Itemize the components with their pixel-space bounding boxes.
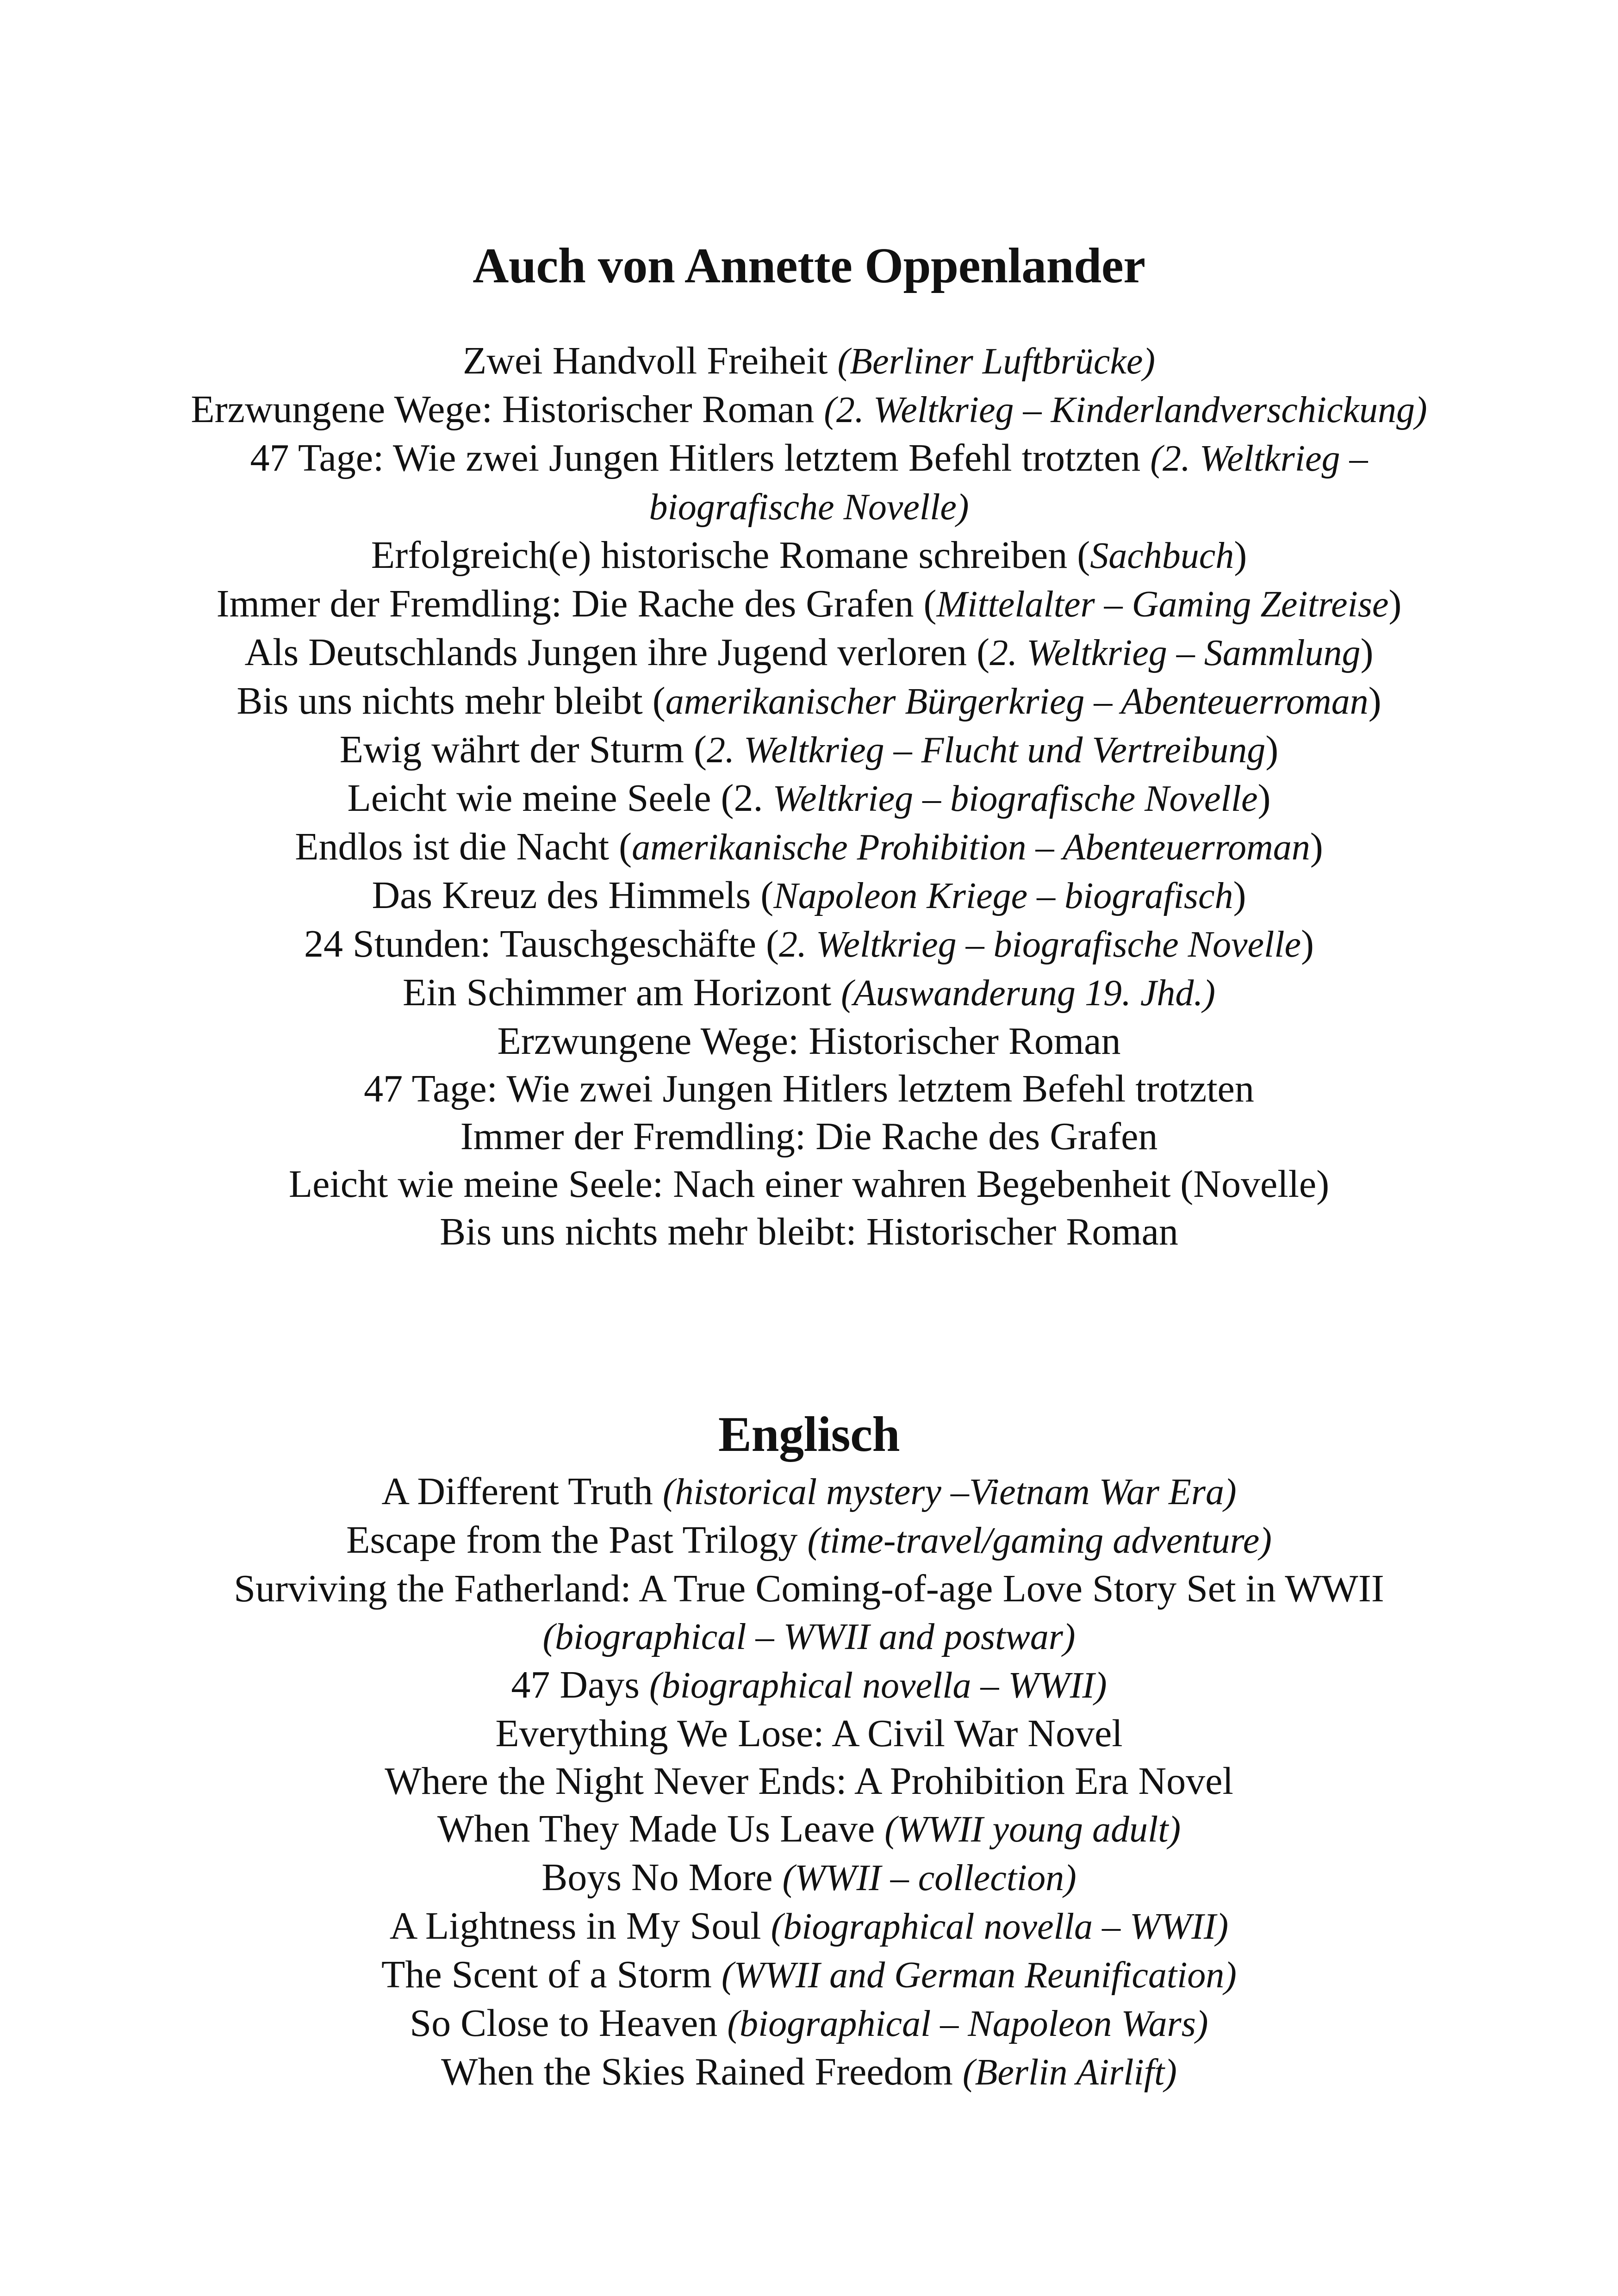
german-book-list xyxy=(176,337,1442,1256)
list-item: Erzwungene Wege: Historischer Roman xyxy=(497,1019,1121,1063)
list-item: Als Deutschlands Jungen ihre Jugend verloren (2. Weltkrieg – Sammlung) xyxy=(244,630,1374,674)
genre-label: (WWII and German Reunification) xyxy=(721,1954,1237,1996)
list-item: 24 Stunden: Tauschgeschäfte (2. Weltkrieg – biografische Novelle) xyxy=(304,922,1314,965)
list-item: Ewig währt der Sturm (2. Weltkrieg – Flucht und Vertreibung) xyxy=(339,728,1279,771)
genre-label: (WWII young adult) xyxy=(884,1809,1181,1850)
genre-label: Weltkrieg – biografische Novelle xyxy=(772,778,1258,819)
list-item: Immer der Fremdling: Die Rache des Grafen xyxy=(460,1114,1158,1158)
list-item: 47 Tage: Wie zwei Jungen Hitlers letztem Befehl trotzten (2. Weltkrieg – biografische Novelle) xyxy=(250,436,1368,528)
list-item: So Close to Heaven (biographical – Napoleon Wars) xyxy=(410,2001,1208,2045)
list-item: Immer der Fremdling: Die Rache des Grafen (Mittelalter – Gaming Zeitreise) xyxy=(216,582,1402,625)
genre-label: 2. Weltkrieg – Flucht und Vertreibung xyxy=(706,729,1266,771)
list-item: Surviving the Fatherland: A True Coming-of-age Love Story Set in WWII (biographical – WWII and postwar) xyxy=(234,1567,1384,1657)
list-item: A Different Truth (historical mystery –Vietnam War Era) xyxy=(381,1469,1237,1513)
list-item: 47 Days (biographical novella – WWII) xyxy=(511,1663,1107,1706)
genre-label: (biographical – WWII and postwar) xyxy=(542,1616,1076,1657)
list-item: Bis uns nichts mehr bleibt (amerikanischer Bürgerkrieg – Abenteuerroman) xyxy=(236,679,1382,722)
list-item: Leicht wie meine Seele: Nach einer wahren Begebenheit (Novelle) xyxy=(288,1162,1330,1206)
list-item: Where the Night Never Ends: A Prohibition Era Novel xyxy=(385,1759,1233,1803)
genre-label: 2. Weltkrieg – biografische Novelle xyxy=(779,924,1301,965)
genre-label: Sachbuch xyxy=(1090,535,1234,576)
genre-label: (2. Weltkrieg – Kinderlandverschickung) xyxy=(824,389,1427,430)
list-item: Endlos ist die Nacht (amerikanische Prohibition – Abenteuerroman) xyxy=(295,825,1323,868)
genre-label: (biographical – Napoleon Wars) xyxy=(727,2003,1208,2044)
list-item: Erzwungene Wege: Historischer Roman (2. Weltkrieg – Kinderlandverschickung) xyxy=(191,387,1427,431)
genre-label: (historical mystery –Vietnam War Era) xyxy=(662,1471,1237,1512)
genre-label: (2. Weltkrieg – biografische Novelle) xyxy=(649,438,1368,528)
list-item: Escape from the Past Trilogy (time-travel/gaming adventure) xyxy=(346,1518,1272,1562)
list-item: Leicht wie meine Seele (2. Weltkrieg – biografische Novelle) xyxy=(347,776,1271,820)
list-item: Zwei Handvoll Freiheit (Berliner Luftbrücke) xyxy=(463,339,1155,382)
genre-label: 2. Weltkrieg – Sammlung xyxy=(989,632,1361,673)
genre-label: (biographical novella – WWII) xyxy=(649,1665,1107,1706)
list-item: When They Made Us Leave (WWII young adult) xyxy=(437,1807,1181,1850)
genre-label: (Auswanderung 19. Jhd.) xyxy=(841,972,1215,1014)
genre-label: amerikanischer Bürgerkrieg – Abenteuerroman xyxy=(665,681,1369,722)
genre-label: (time-travel/gaming adventure) xyxy=(807,1520,1272,1561)
list-item: When the Skies Rained Freedom (Berlin Airlift) xyxy=(441,2050,1177,2093)
list-item: A Lightness in My Soul (biographical novella – WWII) xyxy=(389,1904,1229,1948)
list-item: Ein Schimmer am Horizont (Auswanderung 19. Jhd.) xyxy=(403,971,1215,1014)
list-item: Erfolgreich(e) historische Romane schreiben (Sachbuch) xyxy=(371,533,1247,577)
english-section xyxy=(176,1405,1442,2097)
genre-label: (WWII – collection) xyxy=(782,1857,1077,1898)
english-book-list xyxy=(176,1468,1442,2097)
list-item: Boys No More (WWII – collection) xyxy=(541,1855,1077,1899)
genre-label: Mittelalter – Gaming Zeitreise xyxy=(936,584,1389,625)
german-section xyxy=(176,236,1442,1256)
list-item: 47 Tage: Wie zwei Jungen Hitlers letztem Befehl trotzten xyxy=(364,1067,1254,1110)
list-item: Bis uns nichts mehr bleibt: Historischer Roman xyxy=(440,1210,1178,1253)
english-heading: Englisch xyxy=(718,1407,900,1462)
list-item: Everything We Lose: A Civil War Novel xyxy=(495,1711,1123,1755)
list-item: The Scent of a Storm (WWII and German Reunification) xyxy=(381,1953,1237,1996)
genre-label: (Berlin Airlift) xyxy=(962,2052,1177,2093)
page-title: Auch von Annette Oppenlander xyxy=(473,238,1145,293)
list-item: Das Kreuz des Himmels (Napoleon Kriege – biografisch) xyxy=(372,873,1246,917)
genre-label: (biographical novella – WWII) xyxy=(771,1906,1229,1947)
genre-label: Napoleon Kriege – biografisch xyxy=(773,875,1233,916)
genre-label: amerikanische Prohibition – Abenteuerroman xyxy=(632,827,1310,868)
genre-label: (Berliner Luftbrücke) xyxy=(837,341,1155,382)
